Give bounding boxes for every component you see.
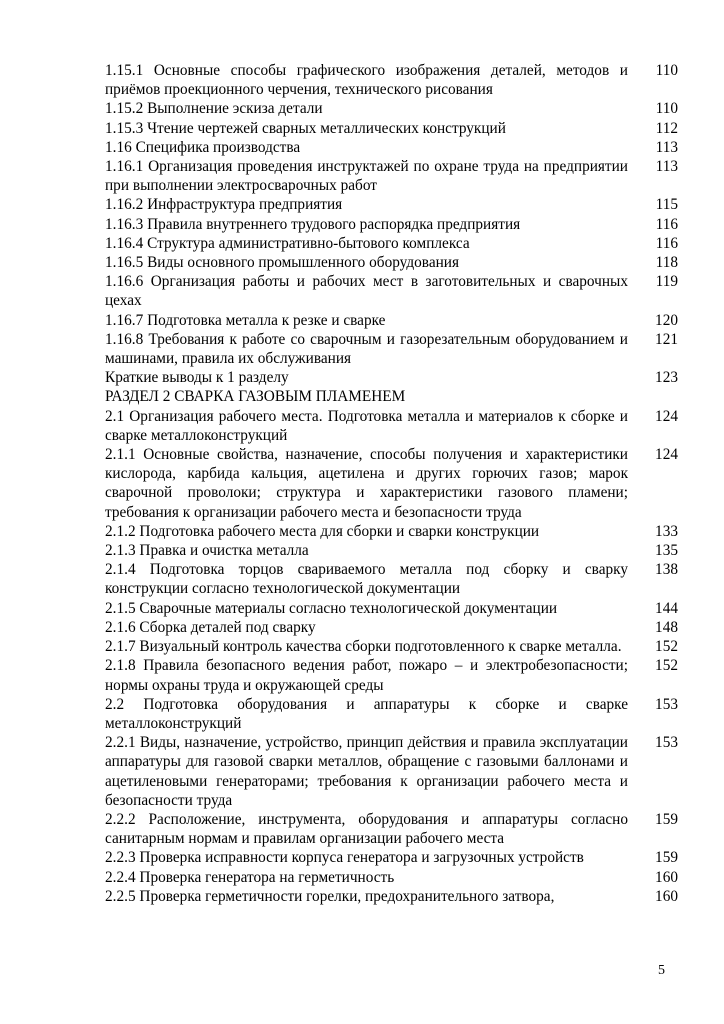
- toc-entry-page: 160: [655, 868, 678, 886]
- toc-entry-title: 2.1.5 Сварочные материалы согласно технологической документации: [105, 599, 558, 617]
- toc-entry: [105, 695, 678, 733]
- toc-entry: [105, 119, 678, 138]
- toc-entry-page: 153: [655, 734, 678, 752]
- toc-entry-page: 152: [655, 638, 678, 656]
- toc-entry-page: 113: [655, 158, 678, 176]
- toc-entry-page: 113: [655, 138, 678, 156]
- toc-entry-page: 110: [655, 100, 678, 118]
- toc-entry-page: 153: [655, 695, 678, 713]
- toc-entry-page: 160: [655, 887, 678, 905]
- toc-entry-title: 2.2.1 Виды, назначение, устройство, принцип действия и правила эксплуатации аппаратуры для газовой сварки металлов, обращение с газовыми баллонами и ацетиленовыми генераторами; требования к организации рабочего места и безопасности труда: [105, 734, 628, 809]
- toc-entry-title: 2.1.7 Визуальный контроль качества сборки подготовленного к сварке металла.: [105, 638, 622, 656]
- toc-entry: [105, 599, 678, 618]
- toc-entry-page: 121: [655, 330, 678, 348]
- toc-entry-title: 1.16.5 Виды основного промышленного оборудования: [105, 254, 460, 272]
- toc-entry-page: 159: [655, 849, 678, 867]
- toc-entry-title: 1.15.2 Выполнение эскиза детали: [105, 100, 323, 118]
- toc-entry-page: 110: [655, 62, 678, 79]
- toc-entry: [105, 272, 678, 310]
- toc-entry-page: 138: [655, 561, 678, 579]
- toc-entry-title: 2.1.6 Сборка деталей под сварку: [105, 618, 316, 636]
- toc-entry: [105, 733, 678, 810]
- toc-entry: [105, 522, 678, 541]
- toc-entry: [105, 810, 678, 848]
- toc-entry-page: 133: [655, 522, 678, 540]
- toc-entry: [105, 215, 678, 234]
- toc-entry-page: 159: [655, 810, 678, 828]
- toc-entry-title: 2.2.2 Расположение, инструмента, оборудования и аппаратуры согласно санитарным нормам и правилам организации рабочего места: [105, 810, 628, 848]
- toc-entry: [105, 234, 678, 253]
- toc-entry-title: 2.1 Организация рабочего места. Подготовка металла и материалов к сборке и сварке металлоконструкций: [105, 407, 628, 444]
- toc-entry: [105, 541, 678, 560]
- toc-entry-page: 112: [655, 119, 678, 137]
- toc-entry-page: 119: [655, 273, 678, 291]
- toc-entry-title: 2.1.1 Основные свойства, назначение, способы получения и характеристики кислорода, карбида кальция, ацетилена и других горючих газов; марок сварочной проволоки; структура и характеристики газового пламени; требования к организации рабочего места и безопасности труда: [105, 446, 628, 521]
- toc-entry-title: 2.1.4 Подготовка торцов свариваемого металла под сборку и сварку конструкции согласно технологической документации: [105, 561, 628, 598]
- section-heading: [105, 387, 678, 406]
- toc-entry-title: 1.16.8 Требования к работе со сварочным и газорезательным оборудованием и машинами, правила их обслуживания: [105, 330, 628, 368]
- page-number: 5: [658, 963, 665, 978]
- toc-entry: [105, 195, 678, 214]
- toc-entry-title: 1.15.3 Чтение чертежей сварных металлических конструкций: [105, 119, 506, 137]
- toc-entry-page: 116: [655, 215, 678, 233]
- toc-entry: [105, 368, 678, 387]
- toc-entry: [105, 887, 678, 906]
- toc-entry: [105, 656, 678, 694]
- toc-entry-title: 2.2.5 Проверка герметичности горелки, предохранительного затвора,: [105, 887, 555, 905]
- toc-entry: [105, 61, 678, 99]
- toc-entry-title: Краткие выводы к 1 разделу: [105, 369, 289, 387]
- toc-entry: [105, 99, 678, 118]
- toc-entry-title: 2.1.3 Правка и очистка металла: [105, 542, 309, 560]
- toc-entry-title: 2.2.3 Проверка исправности корпуса генератора и загрузочных устройств: [105, 849, 584, 867]
- toc-entry-title: 2.1.2 Подготовка рабочего места для сборки и сварки конструкции: [105, 522, 540, 540]
- toc-entry-page: 120: [655, 311, 678, 329]
- toc-entry-title: 1.15.1 Основные способы графического изображения деталей, методов и приёмов проекционного черчения, технического рисования: [105, 62, 628, 99]
- toc-entry-page: 124: [655, 446, 678, 464]
- toc-entry-title: 1.16.7 Подготовка металла к резке и сварке: [105, 311, 386, 329]
- toc-entry-page: 118: [655, 254, 678, 272]
- toc-entry: [105, 253, 678, 272]
- toc-entry-page: 148: [655, 618, 678, 636]
- toc-entry-title: 1.16.4 Структура административно-бытового комплекса: [105, 234, 470, 252]
- toc-entry-title: 2.2 Подготовка оборудования и аппаратуры к сборке и сварке металлоконструкций: [105, 695, 628, 732]
- toc-entry: [105, 311, 678, 330]
- toc-entry-title: 2.2.4 Проверка генератора на герметичность: [105, 868, 395, 886]
- toc-entry-page: 152: [655, 657, 678, 675]
- toc-entry-page: 135: [655, 542, 678, 560]
- toc-entry-page: 116: [655, 234, 678, 252]
- toc-entry-page: 144: [655, 599, 678, 617]
- toc-entry: [105, 445, 678, 522]
- toc-entry-title: 1.16 Специфика производства: [105, 138, 301, 156]
- toc-entry: [105, 407, 678, 445]
- toc-entry: [105, 560, 678, 598]
- toc-entry-title: 1.16.1 Организация проведения инструктажей по охране труда на предприятии при выполнении электросварочных работ: [105, 158, 628, 195]
- toc-entry: [105, 637, 678, 656]
- toc-entry: [105, 330, 678, 368]
- toc-entry: [105, 138, 678, 157]
- toc-entry: [105, 868, 678, 887]
- toc-entry: [105, 157, 678, 195]
- toc-entry-title: 2.1.8 Правила безопасного ведения работ, пожаро – и электробезопасности; нормы охраны труда и окружающей среды: [105, 657, 628, 694]
- table-of-contents: [105, 61, 678, 906]
- toc-entry-page: 123: [655, 369, 678, 387]
- toc-entry: [105, 618, 678, 637]
- toc-entry-page: 124: [655, 407, 678, 425]
- toc-entry-title: 1.16.3 Правила внутреннего трудового распорядка предприятия: [105, 215, 521, 233]
- toc-entry-title: 1.16.2 Инфраструктура предприятия: [105, 196, 343, 214]
- toc-entry-page: 115: [655, 196, 678, 214]
- toc-entry: [105, 848, 678, 867]
- section-heading-title: РАЗДЕЛ 2 СВАРКА ГАЗОВЫМ ПЛАМЕНЕМ: [105, 388, 406, 406]
- toc-entry-title: 1.16.6 Организация работы и рабочих мест в заготовительных и сварочных цехах: [105, 273, 628, 310]
